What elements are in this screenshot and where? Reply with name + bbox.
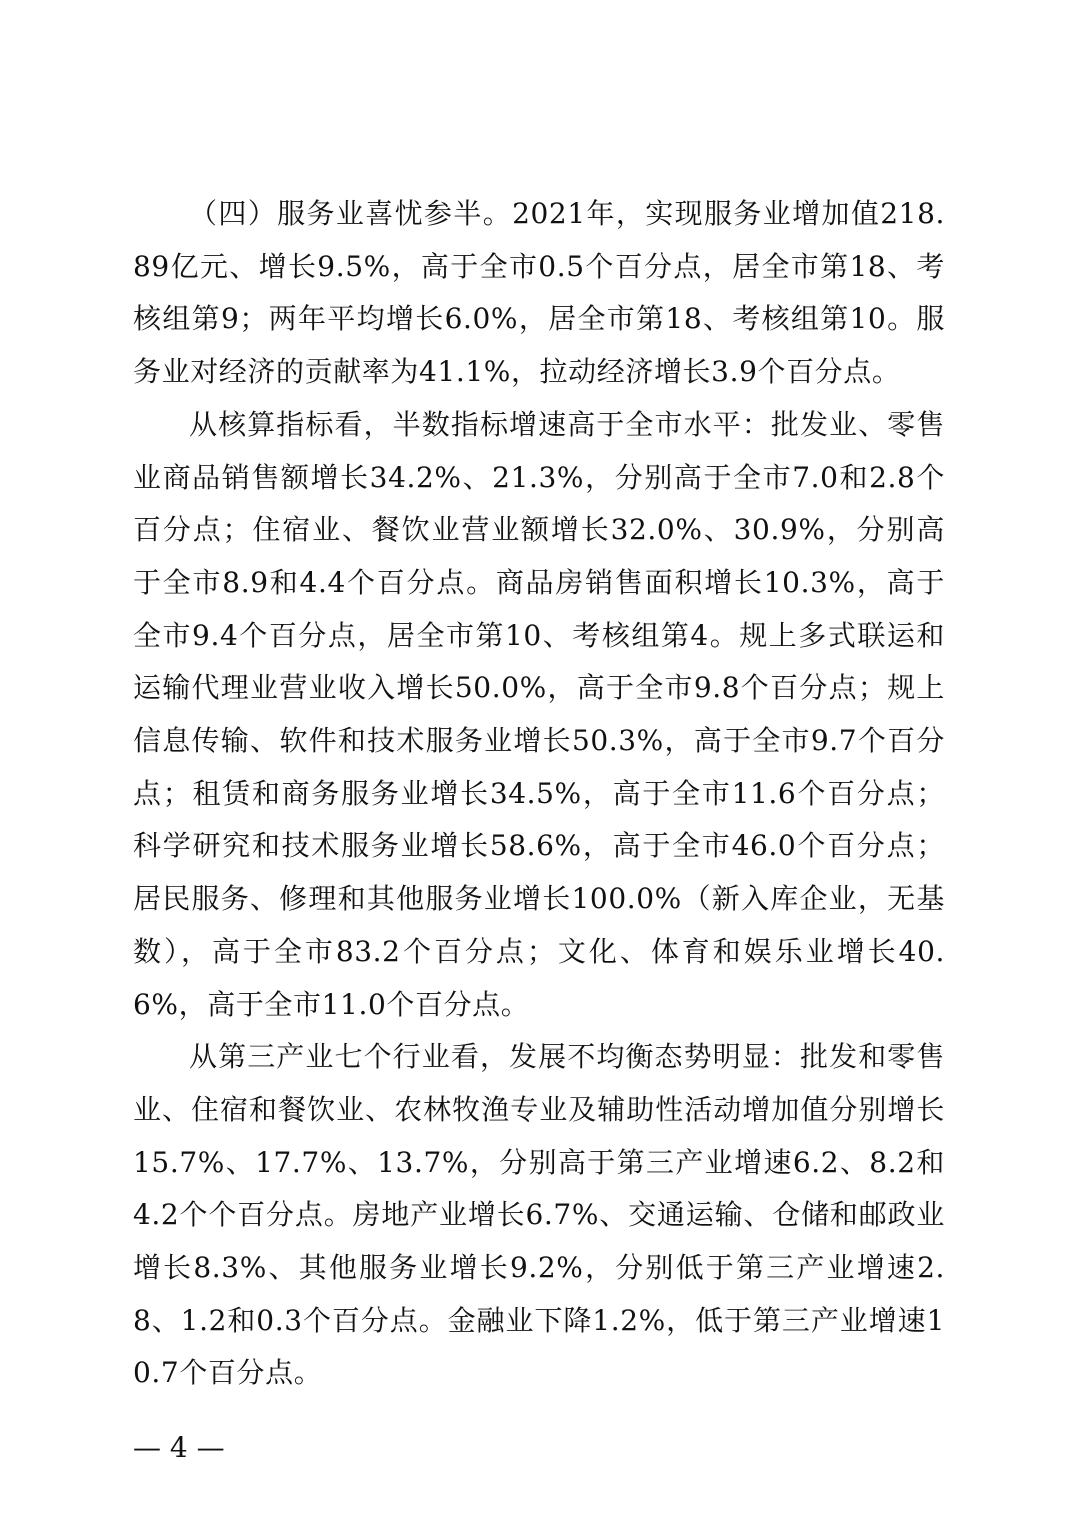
paragraph-services-overview: （四）服务业喜忧参半。2021年，实现服务业增加值218.89亿元、增长9.5%，高于全市0.5个百分点，居全市第18、考核组第9；两年平均增长6.0%，居全市第18、考核组第10。服务业对经济的贡献率为41.1%，拉动经济增长3.9个百分点。 (133, 197, 945, 389)
paragraph-tertiary-industries: 从第三产业七个行业看，发展不均衡态势明显：批发和零售业、住宿和餐饮业、农林牧渔专业及辅助性活动增加值分别增长15.7%、17.7%、13.7%，分别高于第三产业增速6.2、8.2和4.2个个百分点。房地产业增长6.7%、交通运输、仓储和邮政业增长8.3%、其他服务业增长9.2%，分别低于第三产业增速2.8、1.2和0.3个百分点。金融业下降1.2%，低于第三产业增速10.7个百分点。 (133, 1040, 945, 1390)
page-number: — 4 — (133, 1431, 225, 1464)
paragraph-accounting-indicators: 从核算指标看，半数指标增速高于全市水平：批发业、零售业商品销售额增长34.2%、21.3%，分别高于全市7.0和2.8个百分点；住宿业、餐饮业营业额增长32.0%、30.9%，分别高于全市8.9和4.4个百分点。商品房销售面积增长10.3%，高于全市9.4个百分点，居全市第10、考核组第4。规上多式联运和运输代理业营业收入增长50.0%，高于全市9.8个百分点；规上信息传输、软件和技术服务业增长50.3%，高于全市9.7个百分点；租赁和商务服务业增长34.5%，高于全市11.6个百分点；科学研究和技术服务业增长58.6%，高于全市46.0个百分点；居民服务、修理和其他服务业增长100.0%（新入库企业，无基数），高于全市83.2个百分点；文化、体育和娱乐业增长40.6%，高于全市11.0个百分点。 (133, 407, 945, 1021)
body-text (133, 188, 945, 1400)
